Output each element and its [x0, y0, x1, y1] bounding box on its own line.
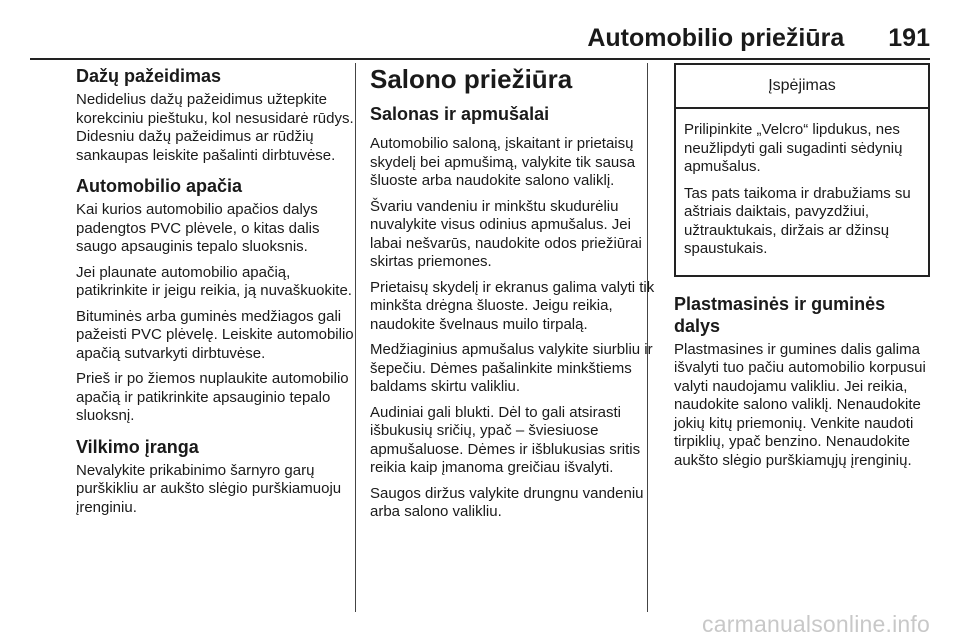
- paragraph: Saugos diržus valykite drungnu vandeniu arba salono valikliu.: [370, 484, 644, 520]
- paragraph: Audiniai gali blukti. Dėl to gali atsirasti išbukusių sričių, ypač – šviesiuose apmušaluose. Dėmes ir išblukusias sritis reikia kaip įmanoma greičiau išvalyti.: [370, 403, 641, 476]
- chapter-title: Salono priežiūra: [370, 64, 573, 94]
- column-left: [76, 63, 358, 612]
- warning-box: [674, 63, 930, 277]
- section-heading-towing-equipment: Vilkimo įranga: [76, 436, 199, 457]
- page-number: 191: [888, 23, 930, 52]
- paragraph: Kai kurios automobilio apačios dalys padengtos PVC plėvele, o kitas dalis saugo apsauginis tepalo sluoksnis.: [76, 201, 320, 255]
- warning-paragraph: Prilipinkite „Velcro“ lipdukus, nes neužlipdyti gali sugadinti sėdynių apmušalus.: [684, 121, 903, 175]
- paragraph: Prietaisų skydelį ir ekranus galima valyti tik minkšta drėgna šluoste. Jeigu reikia, naudokite švelnaus muilo tirpalą.: [370, 278, 655, 333]
- warning-body: [676, 109, 928, 275]
- page-header: [30, 20, 930, 56]
- watermark: carmanualsonline.info: [702, 611, 930, 637]
- paragraph: Jei plaunate automobilio apačią, patikrinkite ir jeigu reikia, ją nuvaškuokite.: [76, 263, 352, 299]
- paragraph: Plastmasines ir gumines dalis galima išvalyti tuo pačiu automobilio korpusui valyti naudojamu valikliu. Jei reikia, naudokite salono valiklį. Nenaudokite jokių kitų priemonių. Venkite naudoti tirpiklių, ypač benzino. Nenaudokite aukšto slėgio purškiamųjų įrenginių.: [674, 340, 926, 469]
- section-heading-underbody: Automobilio apačia: [76, 176, 243, 196]
- paragraph: Švariu vandeniu ir minkštu skudurėliu nuvalykite visus odinius apmušalus. Jei labai nešvarūs, naudokite odos priežiūrai skirtas priemones.: [370, 197, 642, 270]
- paragraph: Nevalykite prikabinimo šarnyro garų purškikliu ar aukšto slėgio purškiamuoju įrenginiu.: [76, 461, 342, 516]
- section-heading-interior-upholstery: Salonas ir apmušalai: [370, 104, 550, 124]
- paragraph: Automobilio saloną, įskaitant ir prietaisų skydelį bei apmušimą, valykite tik sausa šluoste arba naudokite salono valiklį.: [370, 135, 636, 189]
- paragraph: Medžiaginius apmušalus valykite siurbliu ir šepečiu. Dėmes pašalinkite minkštiems baldams skirtu valikliu.: [370, 341, 653, 395]
- warning-title: Įspėjimas: [676, 65, 928, 109]
- section-heading-plastic-rubber-parts: Plastmasinės ir guminės dalys: [674, 293, 886, 336]
- column-right: [674, 63, 930, 612]
- paragraph: Nedidelius dažų pažeidimus užtepkite korekciniu pieštuku, kol nesusidarė rūdys. Didesniu dažų pažeidimus ar rūdžių sankaupas leiskite pašalinti dirbtuvėse.: [76, 91, 354, 164]
- paragraph: Bituminės arba guminės medžiagos gali pažeisti PVC plėvelę. Leiskite automobilio apačią sutvarkyti dirbtuvėse.: [76, 307, 354, 362]
- header-divider: [30, 58, 930, 60]
- paragraph: Prieš ir po žiemos nuplaukite automobilio apačią ir patikrinkite apsauginio tepalo sluoksnį.: [76, 370, 349, 424]
- column-middle: [370, 63, 655, 612]
- warning-paragraph: Tas pats taikoma ir drabužiams su aštriais daiktais, pavyzdžiui, užtrauktukais, diržais ar džinsų spaustukais.: [684, 184, 911, 257]
- section-heading-paint-damage: Dažų pažeidimas: [76, 66, 222, 86]
- header-title: Automobilio priežiūra: [587, 23, 845, 52]
